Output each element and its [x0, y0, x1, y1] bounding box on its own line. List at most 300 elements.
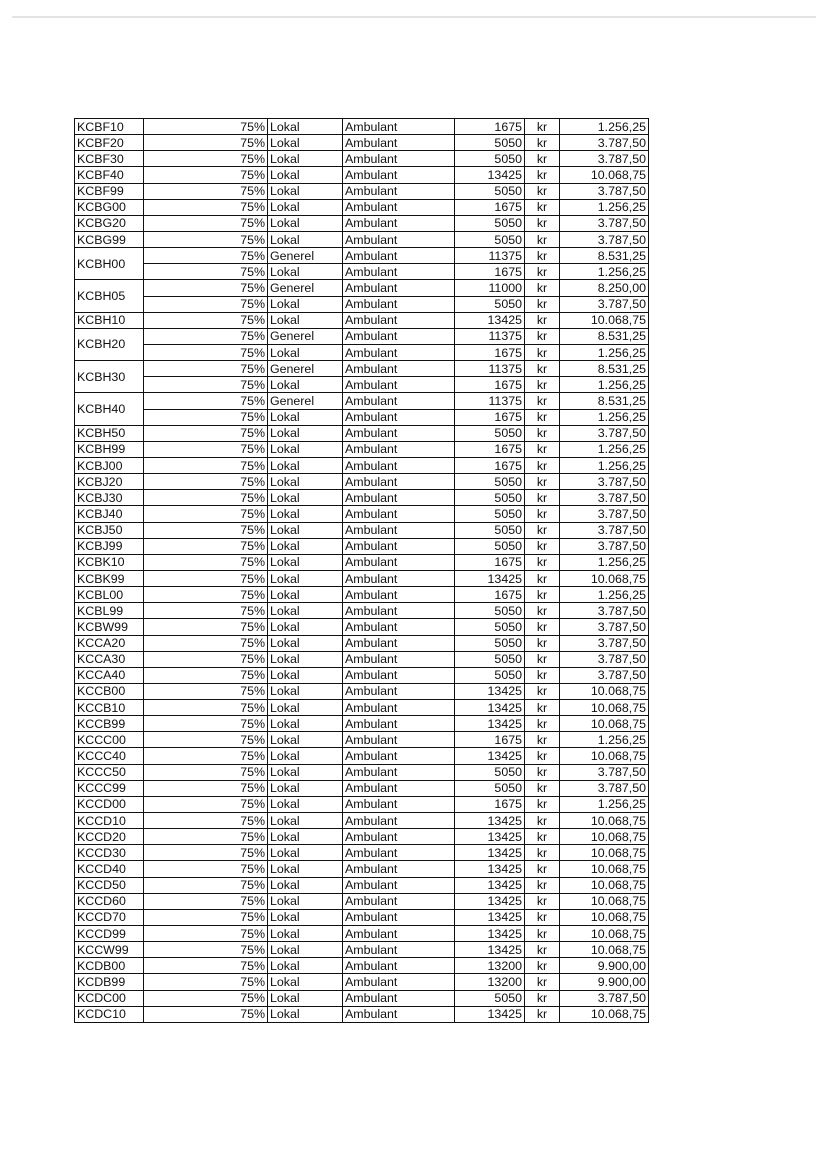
code-cell: KCCC40 [75, 748, 144, 764]
currency-cell: kr [525, 845, 560, 861]
currency-cell: kr [525, 603, 560, 619]
table-row [75, 942, 649, 958]
care-cell: Ambulant [343, 328, 455, 344]
currency-cell: kr [525, 667, 560, 683]
percent-cell: 75% [144, 425, 268, 441]
amount-cell: 1.256,25 [560, 457, 649, 473]
amount-cell: 8.531,25 [560, 393, 649, 409]
table-row [75, 748, 649, 764]
type-cell: Lokal [268, 135, 343, 151]
base-amount-cell: 1675 [455, 441, 525, 457]
percent-cell: 75% [144, 651, 268, 667]
base-amount-cell: 13200 [455, 974, 525, 990]
code-cell: KCBH20 [75, 328, 144, 360]
currency-cell: kr [525, 425, 560, 441]
care-cell: Ambulant [343, 506, 455, 522]
base-amount-cell: 1675 [455, 264, 525, 280]
type-cell: Lokal [268, 958, 343, 974]
currency-cell: kr [525, 409, 560, 425]
base-amount-cell: 5050 [455, 635, 525, 651]
amount-cell: 3.787,50 [560, 183, 649, 199]
percent-cell: 75% [144, 119, 268, 135]
percent-cell: 75% [144, 393, 268, 409]
table-row [75, 344, 649, 360]
amount-cell: 10.068,75 [560, 877, 649, 893]
percent-cell: 75% [144, 312, 268, 328]
table-row [75, 361, 649, 377]
percent-cell: 75% [144, 296, 268, 312]
type-cell: Lokal [268, 909, 343, 925]
table-row [75, 280, 649, 296]
table-row [75, 1006, 649, 1022]
care-cell: Ambulant [343, 538, 455, 554]
type-cell: Lokal [268, 845, 343, 861]
table-row [75, 732, 649, 748]
care-cell: Ambulant [343, 780, 455, 796]
amount-cell: 10.068,75 [560, 829, 649, 845]
care-cell: Ambulant [343, 554, 455, 570]
currency-cell: kr [525, 151, 560, 167]
amount-cell: 10.068,75 [560, 1006, 649, 1022]
care-cell: Ambulant [343, 264, 455, 280]
base-amount-cell: 1675 [455, 554, 525, 570]
table-row [75, 570, 649, 586]
percent-cell: 75% [144, 183, 268, 199]
code-cell: KCCA20 [75, 635, 144, 651]
currency-cell: kr [525, 312, 560, 328]
care-cell: Ambulant [343, 829, 455, 845]
base-amount-cell: 13425 [455, 716, 525, 732]
type-cell: Generel [268, 393, 343, 409]
type-cell: Lokal [268, 780, 343, 796]
code-cell: KCCD10 [75, 813, 144, 829]
percent-cell: 75% [144, 554, 268, 570]
base-amount-cell: 13425 [455, 813, 525, 829]
base-amount-cell: 11375 [455, 393, 525, 409]
percent-cell: 75% [144, 248, 268, 264]
type-cell: Lokal [268, 264, 343, 280]
currency-cell: kr [525, 441, 560, 457]
currency-cell: kr [525, 183, 560, 199]
type-cell: Generel [268, 248, 343, 264]
table-row [75, 683, 649, 699]
care-cell: Ambulant [343, 683, 455, 699]
base-amount-cell: 1675 [455, 457, 525, 473]
code-cell: KCBJ00 [75, 457, 144, 473]
percent-cell: 75% [144, 861, 268, 877]
type-cell: Generel [268, 361, 343, 377]
percent-cell: 75% [144, 845, 268, 861]
base-amount-cell: 13425 [455, 926, 525, 942]
base-amount-cell: 1675 [455, 377, 525, 393]
base-amount-cell: 5050 [455, 603, 525, 619]
percent-cell: 75% [144, 990, 268, 1006]
table-row [75, 990, 649, 1006]
amount-cell: 10.068,75 [560, 942, 649, 958]
code-cell: KCBF10 [75, 119, 144, 135]
care-cell: Ambulant [343, 861, 455, 877]
base-amount-cell: 5050 [455, 425, 525, 441]
care-cell: Ambulant [343, 425, 455, 441]
amount-cell: 10.068,75 [560, 716, 649, 732]
table-row [75, 926, 649, 942]
currency-cell: kr [525, 328, 560, 344]
base-amount-cell: 13425 [455, 570, 525, 586]
care-cell: Ambulant [343, 441, 455, 457]
base-amount-cell: 5050 [455, 231, 525, 247]
currency-cell: kr [525, 716, 560, 732]
currency-cell: kr [525, 361, 560, 377]
page-top-edge [12, 16, 816, 18]
code-cell: KCBF20 [75, 135, 144, 151]
care-cell: Ambulant [343, 231, 455, 247]
care-cell: Ambulant [343, 603, 455, 619]
care-cell: Ambulant [343, 377, 455, 393]
currency-cell: kr [525, 861, 560, 877]
tariff-table [74, 118, 649, 1023]
care-cell: Ambulant [343, 958, 455, 974]
type-cell: Lokal [268, 990, 343, 1006]
currency-cell: kr [525, 683, 560, 699]
base-amount-cell: 5050 [455, 764, 525, 780]
base-amount-cell: 1675 [455, 409, 525, 425]
type-cell: Lokal [268, 796, 343, 812]
table-row [75, 716, 649, 732]
percent-cell: 75% [144, 796, 268, 812]
type-cell: Lokal [268, 942, 343, 958]
care-cell: Ambulant [343, 877, 455, 893]
code-cell: KCCD20 [75, 829, 144, 845]
percent-cell: 75% [144, 909, 268, 925]
code-cell: KCCA40 [75, 667, 144, 683]
currency-cell: kr [525, 474, 560, 490]
table-row [75, 796, 649, 812]
base-amount-cell: 5050 [455, 151, 525, 167]
code-cell: KCCA30 [75, 651, 144, 667]
code-cell: KCBH05 [75, 280, 144, 312]
code-cell: KCCC99 [75, 780, 144, 796]
code-cell: KCCD99 [75, 926, 144, 942]
percent-cell: 75% [144, 958, 268, 974]
care-cell: Ambulant [343, 570, 455, 586]
code-cell: KCBG00 [75, 199, 144, 215]
type-cell: Generel [268, 280, 343, 296]
care-cell: Ambulant [343, 167, 455, 183]
amount-cell: 3.787,50 [560, 603, 649, 619]
code-cell: KCDB99 [75, 974, 144, 990]
care-cell: Ambulant [343, 296, 455, 312]
base-amount-cell: 1675 [455, 732, 525, 748]
table-row [75, 425, 649, 441]
table-row [75, 151, 649, 167]
amount-cell: 3.787,50 [560, 151, 649, 167]
type-cell: Lokal [268, 231, 343, 247]
type-cell: Lokal [268, 603, 343, 619]
tariff-table-body [75, 119, 649, 1023]
care-cell: Ambulant [343, 248, 455, 264]
table-row [75, 441, 649, 457]
care-cell: Ambulant [343, 619, 455, 635]
percent-cell: 75% [144, 167, 268, 183]
currency-cell: kr [525, 877, 560, 893]
care-cell: Ambulant [343, 974, 455, 990]
table-row [75, 393, 649, 409]
percent-cell: 75% [144, 522, 268, 538]
code-cell: KCBJ50 [75, 522, 144, 538]
amount-cell: 1.256,25 [560, 199, 649, 215]
currency-cell: kr [525, 296, 560, 312]
percent-cell: 75% [144, 328, 268, 344]
base-amount-cell: 5050 [455, 667, 525, 683]
base-amount-cell: 13200 [455, 958, 525, 974]
amount-cell: 3.787,50 [560, 296, 649, 312]
code-cell: KCCD30 [75, 845, 144, 861]
code-cell: KCCB99 [75, 716, 144, 732]
code-cell: KCBK10 [75, 554, 144, 570]
currency-cell: kr [525, 909, 560, 925]
amount-cell: 8.250,00 [560, 280, 649, 296]
amount-cell: 3.787,50 [560, 135, 649, 151]
type-cell: Lokal [268, 1006, 343, 1022]
code-cell: KCBH40 [75, 393, 144, 425]
type-cell: Lokal [268, 748, 343, 764]
amount-cell: 3.787,50 [560, 425, 649, 441]
percent-cell: 75% [144, 215, 268, 231]
amount-cell: 1.256,25 [560, 377, 649, 393]
amount-cell: 10.068,75 [560, 893, 649, 909]
care-cell: Ambulant [343, 119, 455, 135]
table-row [75, 554, 649, 570]
table-row [75, 119, 649, 135]
currency-cell: kr [525, 522, 560, 538]
table-row [75, 587, 649, 603]
percent-cell: 75% [144, 151, 268, 167]
percent-cell: 75% [144, 199, 268, 215]
currency-cell: kr [525, 377, 560, 393]
amount-cell: 10.068,75 [560, 312, 649, 328]
amount-cell: 3.787,50 [560, 990, 649, 1006]
code-cell: KCBJ30 [75, 490, 144, 506]
type-cell: Lokal [268, 167, 343, 183]
currency-cell: kr [525, 554, 560, 570]
currency-cell: kr [525, 974, 560, 990]
base-amount-cell: 13425 [455, 942, 525, 958]
care-cell: Ambulant [343, 215, 455, 231]
type-cell: Lokal [268, 974, 343, 990]
code-cell: KCCD50 [75, 877, 144, 893]
type-cell: Lokal [268, 522, 343, 538]
care-cell: Ambulant [343, 135, 455, 151]
amount-cell: 10.068,75 [560, 683, 649, 699]
type-cell: Lokal [268, 619, 343, 635]
care-cell: Ambulant [343, 457, 455, 473]
percent-cell: 75% [144, 490, 268, 506]
code-cell: KCBH99 [75, 441, 144, 457]
type-cell: Lokal [268, 732, 343, 748]
percent-cell: 75% [144, 1006, 268, 1022]
type-cell: Lokal [268, 667, 343, 683]
currency-cell: kr [525, 700, 560, 716]
type-cell: Lokal [268, 635, 343, 651]
type-cell: Lokal [268, 683, 343, 699]
type-cell: Lokal [268, 151, 343, 167]
care-cell: Ambulant [343, 490, 455, 506]
percent-cell: 75% [144, 942, 268, 958]
currency-cell: kr [525, 942, 560, 958]
type-cell: Lokal [268, 215, 343, 231]
currency-cell: kr [525, 732, 560, 748]
base-amount-cell: 1675 [455, 199, 525, 215]
care-cell: Ambulant [343, 635, 455, 651]
base-amount-cell: 13425 [455, 829, 525, 845]
amount-cell: 3.787,50 [560, 764, 649, 780]
type-cell: Lokal [268, 829, 343, 845]
percent-cell: 75% [144, 474, 268, 490]
table-row [75, 248, 649, 264]
table-row [75, 328, 649, 344]
table-row [75, 813, 649, 829]
table-row [75, 651, 649, 667]
base-amount-cell: 11375 [455, 361, 525, 377]
table-row [75, 538, 649, 554]
code-cell: KCDC10 [75, 1006, 144, 1022]
percent-cell: 75% [144, 457, 268, 473]
code-cell: KCBH50 [75, 425, 144, 441]
amount-cell: 10.068,75 [560, 813, 649, 829]
currency-cell: kr [525, 264, 560, 280]
table-row [75, 958, 649, 974]
base-amount-cell: 5050 [455, 296, 525, 312]
amount-cell: 8.531,25 [560, 248, 649, 264]
currency-cell: kr [525, 231, 560, 247]
amount-cell: 3.787,50 [560, 667, 649, 683]
type-cell: Lokal [268, 813, 343, 829]
care-cell: Ambulant [343, 393, 455, 409]
base-amount-cell: 5050 [455, 490, 525, 506]
care-cell: Ambulant [343, 361, 455, 377]
base-amount-cell: 11375 [455, 248, 525, 264]
type-cell: Lokal [268, 538, 343, 554]
percent-cell: 75% [144, 748, 268, 764]
code-cell: KCCB00 [75, 683, 144, 699]
code-cell: KCCD70 [75, 909, 144, 925]
amount-cell: 1.256,25 [560, 796, 649, 812]
amount-cell: 8.531,25 [560, 328, 649, 344]
currency-cell: kr [525, 119, 560, 135]
code-cell: KCBH10 [75, 312, 144, 328]
currency-cell: kr [525, 635, 560, 651]
percent-cell: 75% [144, 538, 268, 554]
currency-cell: kr [525, 893, 560, 909]
percent-cell: 75% [144, 377, 268, 393]
amount-cell: 3.787,50 [560, 538, 649, 554]
amount-cell: 3.787,50 [560, 474, 649, 490]
amount-cell: 3.787,50 [560, 651, 649, 667]
table-row [75, 490, 649, 506]
code-cell: KCBL99 [75, 603, 144, 619]
amount-cell: 10.068,75 [560, 909, 649, 925]
table-row [75, 667, 649, 683]
base-amount-cell: 13425 [455, 167, 525, 183]
type-cell: Lokal [268, 312, 343, 328]
base-amount-cell: 1675 [455, 119, 525, 135]
care-cell: Ambulant [343, 312, 455, 328]
currency-cell: kr [525, 958, 560, 974]
amount-cell: 1.256,25 [560, 732, 649, 748]
base-amount-cell: 5050 [455, 780, 525, 796]
base-amount-cell: 13425 [455, 877, 525, 893]
amount-cell: 3.787,50 [560, 780, 649, 796]
care-cell: Ambulant [343, 199, 455, 215]
type-cell: Lokal [268, 700, 343, 716]
currency-cell: kr [525, 990, 560, 1006]
base-amount-cell: 1675 [455, 344, 525, 360]
percent-cell: 75% [144, 409, 268, 425]
table-row [75, 296, 649, 312]
care-cell: Ambulant [343, 280, 455, 296]
currency-cell: kr [525, 344, 560, 360]
amount-cell: 10.068,75 [560, 926, 649, 942]
base-amount-cell: 5050 [455, 135, 525, 151]
type-cell: Lokal [268, 183, 343, 199]
currency-cell: kr [525, 215, 560, 231]
type-cell: Lokal [268, 457, 343, 473]
currency-cell: kr [525, 764, 560, 780]
code-cell: KCBW99 [75, 619, 144, 635]
percent-cell: 75% [144, 893, 268, 909]
code-cell: KCBJ20 [75, 474, 144, 490]
code-cell: KCBF99 [75, 183, 144, 199]
amount-cell: 1.256,25 [560, 409, 649, 425]
currency-cell: kr [525, 619, 560, 635]
code-cell: KCCB10 [75, 700, 144, 716]
code-cell: KCDC00 [75, 990, 144, 1006]
amount-cell: 3.787,50 [560, 231, 649, 247]
amount-cell: 1.256,25 [560, 264, 649, 280]
percent-cell: 75% [144, 135, 268, 151]
code-cell: KCBJ40 [75, 506, 144, 522]
amount-cell: 1.256,25 [560, 344, 649, 360]
care-cell: Ambulant [343, 1006, 455, 1022]
care-cell: Ambulant [343, 344, 455, 360]
care-cell: Ambulant [343, 990, 455, 1006]
amount-cell: 10.068,75 [560, 167, 649, 183]
base-amount-cell: 13425 [455, 1006, 525, 1022]
percent-cell: 75% [144, 264, 268, 280]
code-cell: KCBG99 [75, 231, 144, 247]
table-row [75, 135, 649, 151]
code-cell: KCDB00 [75, 958, 144, 974]
base-amount-cell: 5050 [455, 619, 525, 635]
care-cell: Ambulant [343, 748, 455, 764]
base-amount-cell: 11000 [455, 280, 525, 296]
table-row [75, 231, 649, 247]
percent-cell: 75% [144, 231, 268, 247]
code-cell: KCCC00 [75, 732, 144, 748]
care-cell: Ambulant [343, 845, 455, 861]
base-amount-cell: 13425 [455, 909, 525, 925]
table-row [75, 312, 649, 328]
percent-cell: 75% [144, 280, 268, 296]
type-cell: Lokal [268, 587, 343, 603]
code-cell: KCBF40 [75, 167, 144, 183]
type-cell: Lokal [268, 344, 343, 360]
table-row [75, 829, 649, 845]
base-amount-cell: 13425 [455, 312, 525, 328]
base-amount-cell: 5050 [455, 538, 525, 554]
base-amount-cell: 11375 [455, 328, 525, 344]
code-cell: KCCD60 [75, 893, 144, 909]
